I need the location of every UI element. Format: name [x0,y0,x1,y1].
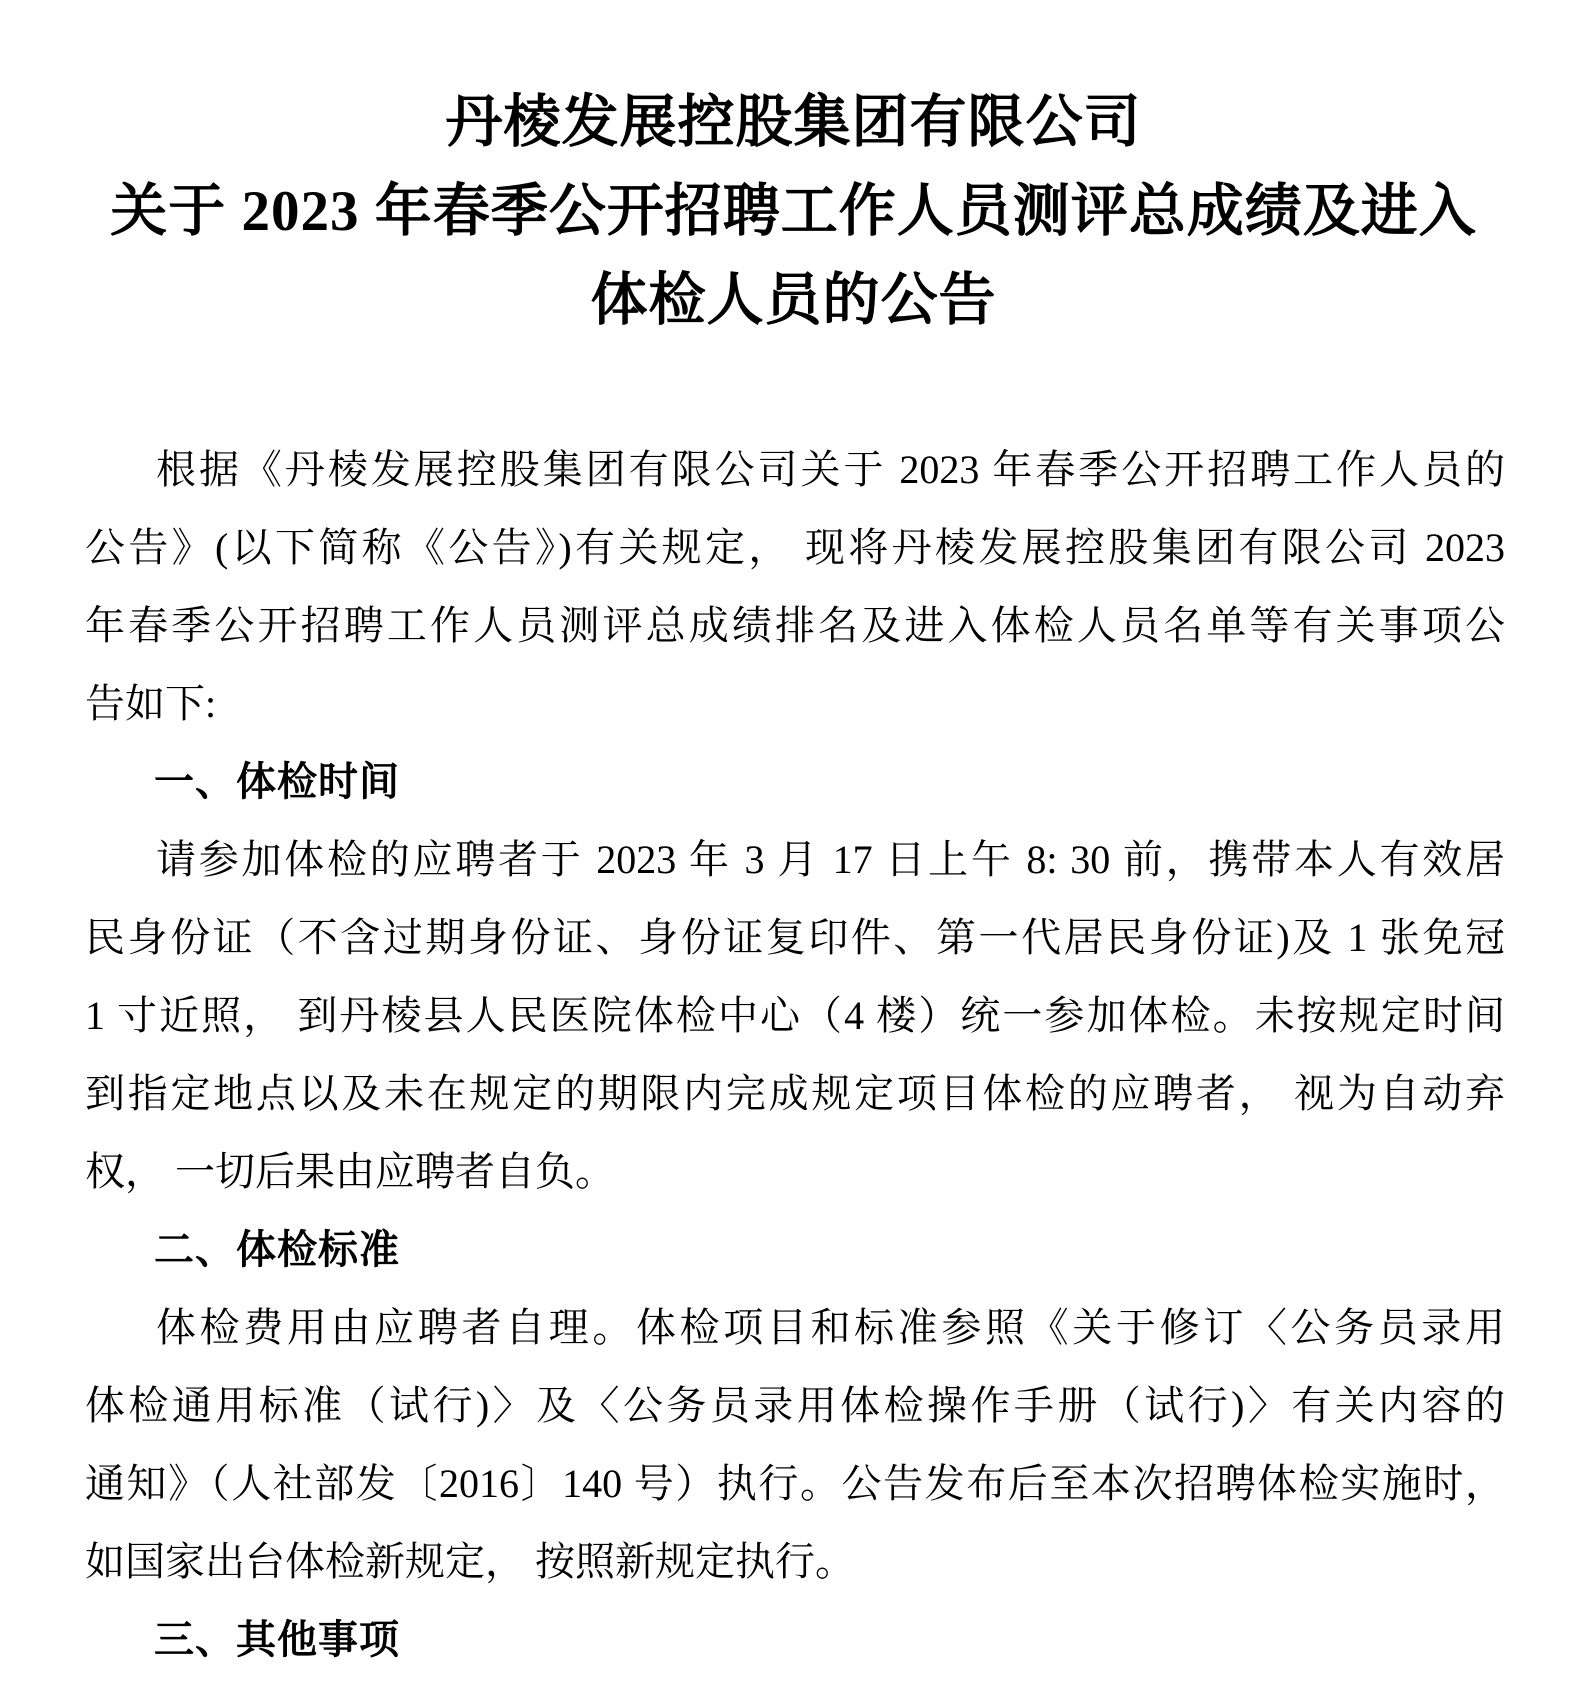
section-2-paragraph-line-3: 通知》（人社部发〔2016〕140 号）执行。公告发布后至本次招聘体检实施时， [85,1461,1505,1506]
section-1-paragraph-line-2: 民身份证（不含过期身份证、身份证复印件、第一代居民身份证)及 1 张免冠 [85,915,1505,960]
document-title-line-1: 丹棱发展控股集团有限公司 [445,91,1142,154]
intro-paragraph-line-3: 年春季公开招聘工作人员测评总成绩排名及进入体检人员名单等有关事项公 [85,603,1505,648]
section-1-paragraph-line-5: 权， 一切后果由应聘者自负。 [85,1149,615,1194]
intro-paragraph-line-4: 告如下: [85,681,217,726]
document-title-line-2: 关于 2023 年春季公开招聘工作人员测评总成绩及进入 [110,180,1477,243]
section-2-paragraph-line-1: 体检费用由应聘者自理。体检项目和标准参照《关于修订〈公务员录用 [156,1305,1505,1350]
intro-paragraph-line-1: 根据《丹棱发展控股集团有限公司关于 2023 年春季公开招聘工作人员的 [156,447,1505,492]
section-1-paragraph-line-3: 1 寸近照， 到丹棱县人民医院体检中心（4 楼）统一参加体检。未按规定时间 [85,993,1505,1038]
section-3-heading: 三、其他事项 [154,1618,400,1662]
section-2-paragraph-line-2: 体检通用标准（试行)〉及〈公务员录用体检操作手册（试行)〉有关内容的 [85,1383,1505,1428]
section-1-paragraph-line-1: 请参加体检的应聘者于 2023 年 3 月 17 日上午 8: 30 前，携带本人有效居 [156,837,1505,882]
section-2-paragraph-line-4: 如国家出台体检新规定， 按照新规定执行。 [85,1539,855,1584]
section-2-heading: 二、体检标准 [154,1228,400,1272]
intro-paragraph-line-2: 公告》(以下简称《公告》)有关规定， 现将丹棱发展控股集团有限公司 2023 [85,525,1505,570]
document-body [0,431,1587,1679]
document-title-line-3: 体检人员的公告 [590,269,997,332]
section-1-heading: 一、体检时间 [154,760,400,804]
document-title [0,0,1587,345]
section-1-paragraph-line-4: 到指定地点以及未在规定的期限内完成规定项目体检的应聘者， 视为自动弃 [85,1071,1505,1116]
